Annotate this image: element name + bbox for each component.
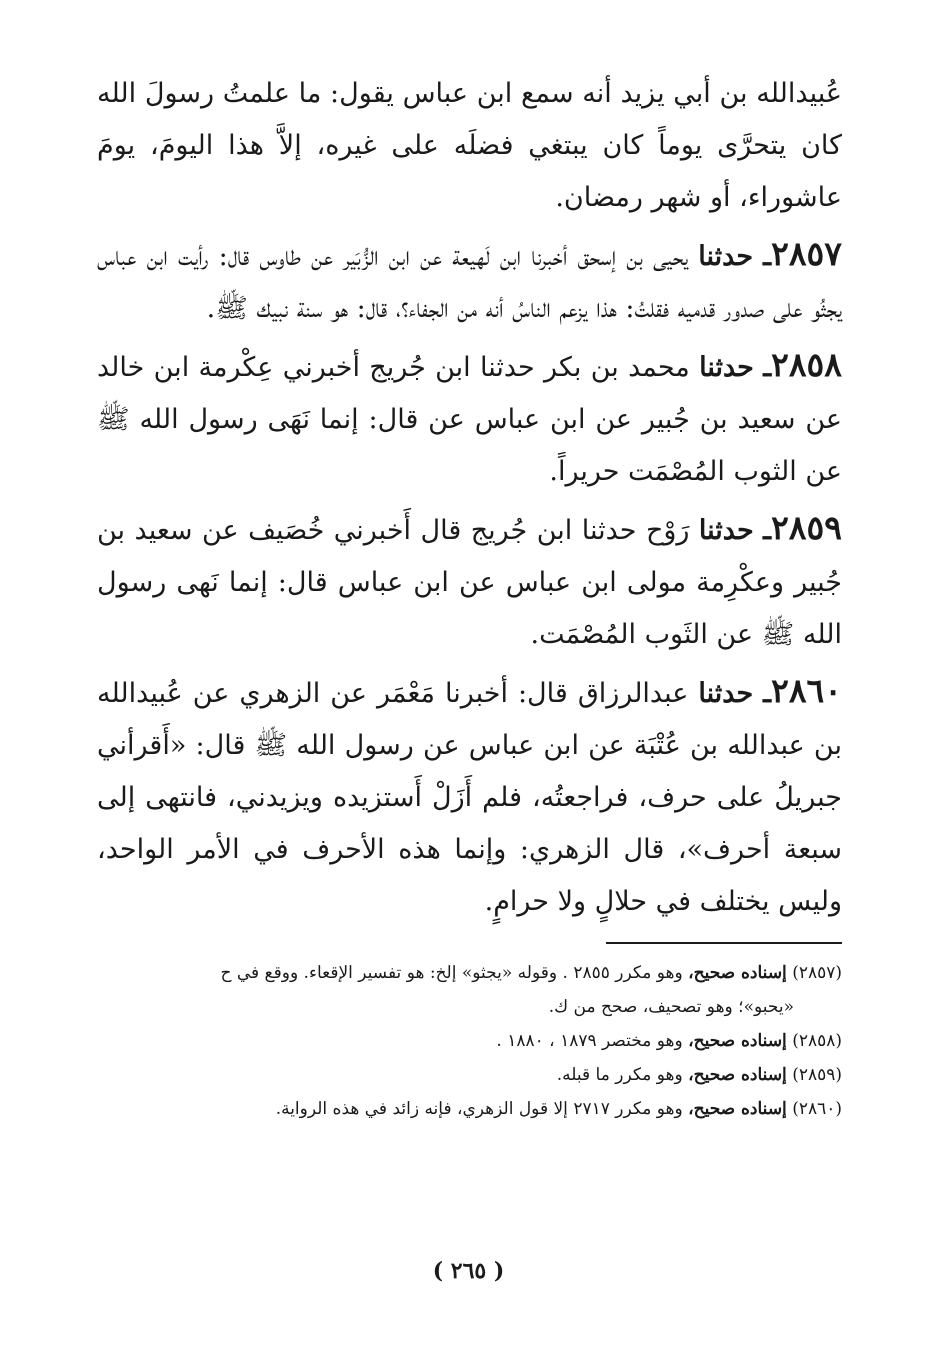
hadith-opening: حدثنا [698,241,754,272]
intro-text: عُبيدالله بن أبي يزيد أنه سمع ابن عباس يقول: ما علمتُ رسولَ الله كان يتحرَّى يوماً كان يبتغي فضلَه على غيره، إلاَّ هذا اليومَ، يومَ عاشوراء، أو شهر رمضان. [97,78,842,213]
hadith-text: رَوْح حدثنا ابن جُريج قال أَخبرني خُصَيف عن سعيد بن جُبير وعكْرِمة مولى ابن عباس عن ابن عباس قال: إنما نَهى رسول الله ﷺ عن الثَوب المُصْمَت. [97,515,842,650]
footnote-grade: إسناده صحيح، [688,1099,787,1119]
hadith-opening: حدثنا [698,678,754,709]
hadith-text: يحيى بن إسحق أخبرنا ابن لَهيعة عن ابن الزُّبَير عن طاوس قال: رأيت ابن عباس يجثُو على صدور قدميه فقلتُ: هذا يزعم الناسُ أنه من الجفاء؟، قال: هو سنة نبيك ﷺ. [97,241,842,324]
footnote-2859 [97,1058,842,1092]
footnote-2860 [97,1092,842,1126]
footnote-number: (٢٨٥٧) [792,963,842,983]
footnote-text: وهو مكرر ٢٧١٧ إلا قول الزهري، فإنه زائد في هذه الرواية. [275,1099,683,1119]
hadith-opening: حدثنا [698,515,754,546]
hadith-2857 [97,228,842,335]
hadith-2860 [97,665,842,928]
hadith-text: محمد بن بكر حدثنا ابن جُريج أخبرني عِكْرمة ابن خالد عن سعيد بن جُبير عن ابن عباس عن قال: إنما نَهَى رسول الله ﷺ عن الثوب المُصْمَت حريراً. [97,352,842,487]
hadith-number: ٢٨٥٧ [771,234,842,273]
footnote-2858 [97,1024,842,1058]
footnote-grade: إسناده صحيح، [688,963,787,983]
footnote-2857-continuation [97,990,842,1024]
footnote-grade: إسناده صحيح، [688,1031,787,1051]
footnote-continuation-text: «يحبو»؛ وهو تصحيف، صحح من ك. [548,997,794,1017]
hadith-dash: ـ [763,515,772,546]
hadith-number: ٢٨٦٠ [771,671,842,710]
footnote-grade: إسناده صحيح، [688,1065,787,1085]
hadith-text: عبدالرزاق قال: أخبرنا مَعْمَر عن الزهري عن عُبيدالله بن عبدالله بن عُتْبَة عن ابن عباس عن رسول الله ﷺ قال: «أَقرأني جبريلُ على حرف، فراجعتُه، فلم أَزَلْ أَستزيده ويزيدني، فانتهى إلى سبعة أحرف»، قال الزهري: وإنما هذه الأحرف في الأمر الواحد، وليس يختلف في حلالٍ ولا حرامٍ. [97,678,842,917]
main-text [97,68,842,928]
hadith-dash: ـ [763,678,772,709]
hadith-number: ٢٨٥٨ [771,345,843,384]
hadith-dash: ـ [763,241,772,272]
hadith-number: ٢٨٥٩ [771,508,842,547]
footnote-text: وهو مكرر ما قبله. [556,1065,683,1085]
hadith-dash: ـ [763,352,772,383]
footnote-2857 [97,956,842,990]
intro-paragraph [97,68,842,224]
footnote-number: (٢٨٦٠) [792,1099,842,1119]
footnote-number: (٢٨٥٩) [792,1065,842,1085]
footnote-text: وهو مكرر ٢٨٥٥ . وقوله «يجثو» إلخ: هو تفسير الإقعاء. ووقع في ح [220,963,683,983]
footnote-text: وهو مختصر ١٨٧٩ ، ١٨٨٠ . [496,1031,683,1051]
footnotes [97,956,842,1126]
footnote-separator [606,942,842,944]
hadith-2859 [97,502,842,661]
hadith-opening: حدثنا [699,352,754,383]
footnote-number: (٢٨٥٨) [792,1031,842,1051]
hadith-2858 [97,339,842,498]
page-number: ( ٢٦٥ ) [432,1258,505,1284]
